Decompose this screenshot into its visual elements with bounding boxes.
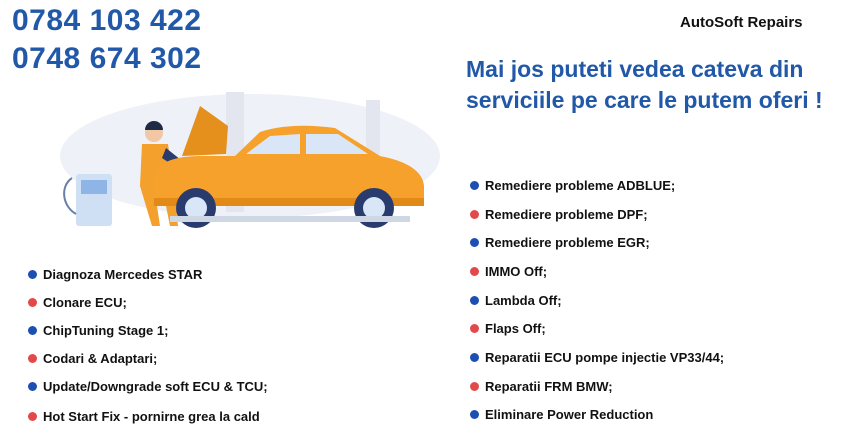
headline-line-2: serviciile pe care le putem oferi !: [466, 87, 823, 113]
service-item: [470, 200, 724, 229]
bullet-red-icon: [28, 298, 37, 307]
services-list-left: [28, 260, 268, 430]
service-label: Reparatii FRM BMW;: [485, 378, 613, 394]
service-item: [470, 343, 724, 372]
bullet-blue-icon: [470, 353, 479, 362]
service-item: [28, 372, 268, 400]
service-item: [28, 316, 268, 344]
brand-name: AutoSoft Repairs: [680, 14, 803, 31]
bullet-blue-icon: [28, 270, 37, 279]
bullet-red-icon: [470, 324, 479, 333]
bullet-red-icon: [28, 412, 37, 421]
service-label: Lambda Off;: [485, 292, 562, 308]
service-item: [28, 260, 268, 288]
service-item: [470, 314, 724, 343]
service-item: [470, 171, 724, 200]
service-item: [470, 257, 724, 286]
service-label: Diagnoza Mercedes STAR: [43, 266, 203, 282]
service-item: [470, 401, 724, 430]
services-list-right: [470, 171, 724, 429]
diagnostic-screen: [81, 180, 107, 194]
phone-number-secondary[interactable]: 0748 674 302: [12, 42, 202, 75]
service-label: Remediere probleme DPF;: [485, 206, 648, 222]
diagnostic-cable: [64, 178, 76, 214]
car-hubcap-rear: [363, 197, 385, 219]
service-label: Clonare ECU;: [43, 294, 127, 310]
lift-platform: [170, 216, 410, 222]
bullet-blue-icon: [28, 382, 37, 391]
service-item: [470, 286, 724, 315]
headline: [466, 54, 836, 116]
service-label: Hot Start Fix - pornirne grea la cald: [43, 408, 260, 424]
service-item: [28, 288, 268, 316]
bullet-blue-icon: [470, 410, 479, 419]
phone-number-primary[interactable]: 0784 103 422: [12, 4, 202, 37]
car-hubcap-front: [185, 197, 207, 219]
service-item: [28, 344, 268, 372]
bullet-red-icon: [470, 382, 479, 391]
bullet-blue-icon: [470, 238, 479, 247]
bullet-red-icon: [470, 267, 479, 276]
bullet-blue-icon: [470, 296, 479, 305]
mechanic-car-repair-illustration: [50, 86, 440, 236]
headline-line-1: Mai jos puteti vedea cateva din: [466, 56, 804, 82]
service-label: Remediere probleme EGR;: [485, 235, 650, 251]
bullet-blue-icon: [470, 181, 479, 190]
service-label: Update/Downgrade soft ECU & TCU;: [43, 378, 268, 394]
bullet-red-icon: [470, 210, 479, 219]
service-label: Eliminare Power Reduction: [485, 407, 654, 423]
service-item: [470, 228, 724, 257]
service-label: Reparatii ECU pompe injectie VP33/44;: [485, 349, 725, 365]
service-item: [470, 372, 724, 401]
service-label: ChipTuning Stage 1;: [43, 322, 169, 338]
service-label: Codari & Adaptari;: [43, 350, 158, 366]
service-label: Remediere probleme ADBLUE;: [485, 177, 676, 193]
service-label: Flaps Off;: [485, 321, 546, 337]
service-item: [28, 402, 268, 430]
service-label: IMMO Off;: [485, 263, 548, 279]
bullet-red-icon: [28, 354, 37, 363]
bullet-blue-icon: [28, 326, 37, 335]
